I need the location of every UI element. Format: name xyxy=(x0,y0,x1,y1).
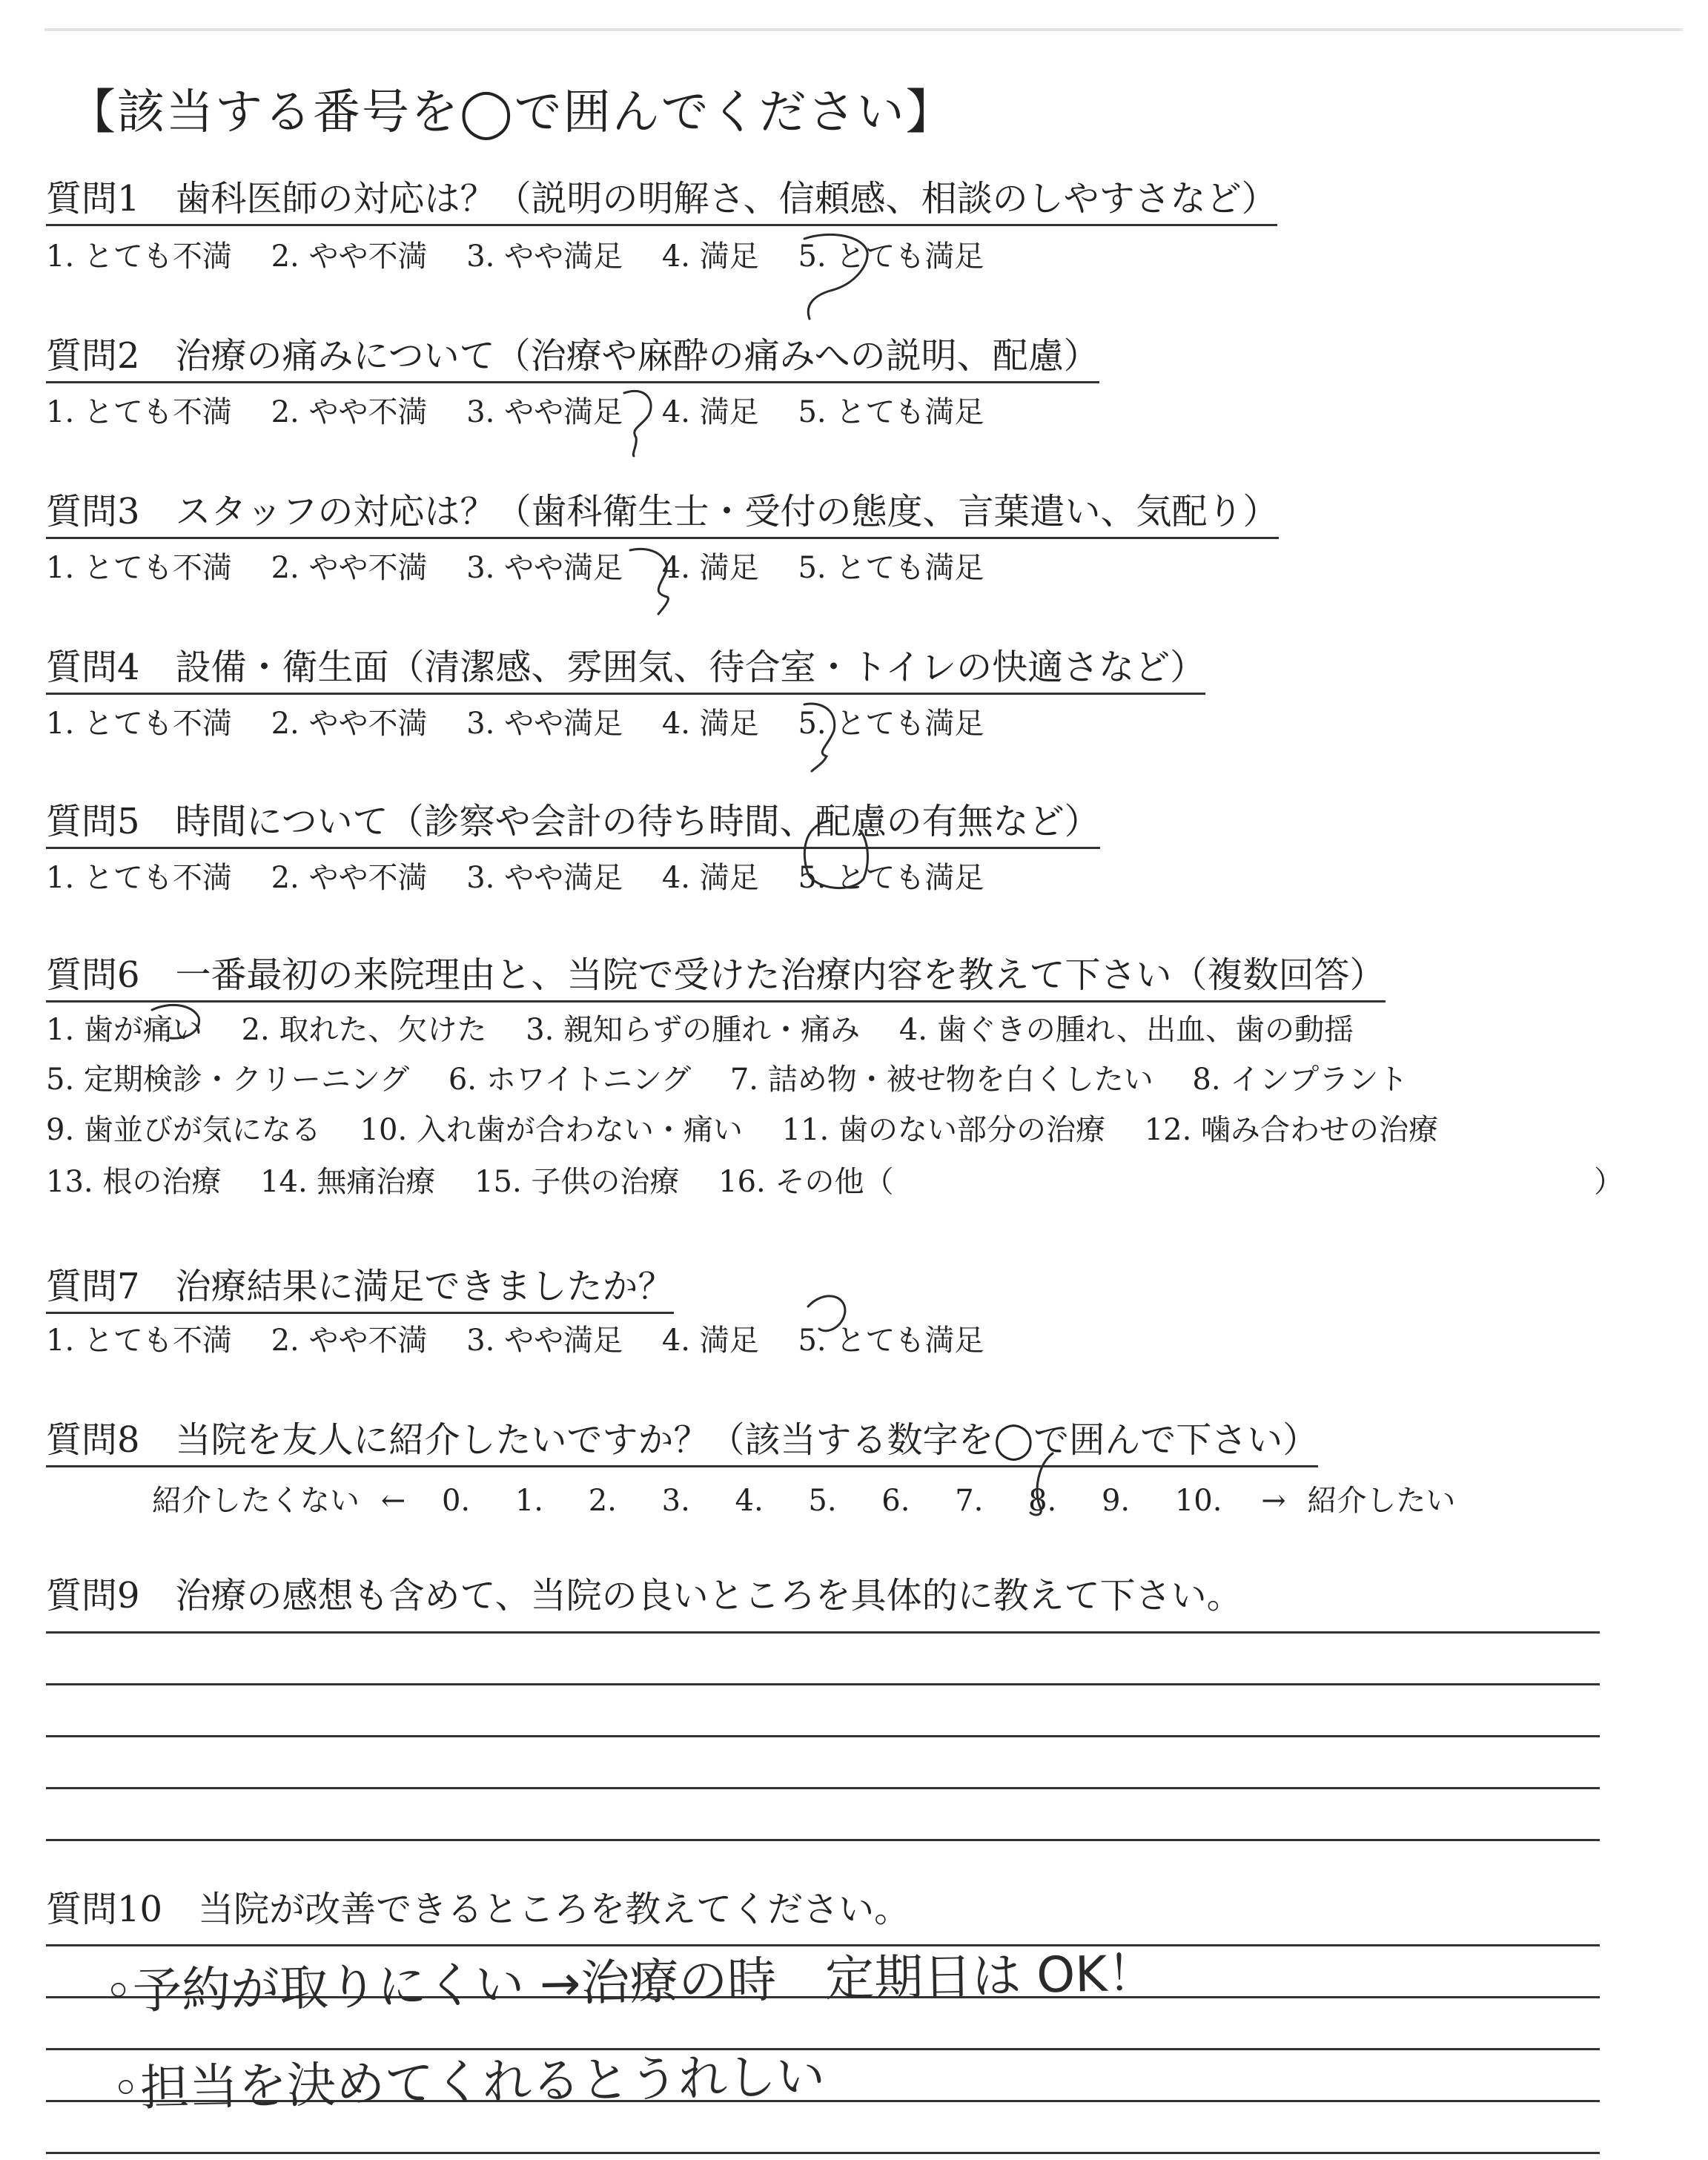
q1-option-3[interactable]: 3. やや満足 xyxy=(466,240,623,274)
q9-answer-line-5[interactable] xyxy=(46,1839,1600,1841)
q9-answer-line-4[interactable] xyxy=(46,1787,1600,1789)
question-10-title: 質問10 当院が改善できるところを教えてください。 xyxy=(46,1889,910,1930)
q2-option-4[interactable]: 4. 満足 xyxy=(661,395,759,429)
q8-score-6[interactable]: 6. xyxy=(881,1484,910,1518)
q5-option-2[interactable]: 2. やや不満 xyxy=(271,861,428,895)
question-9-title: 質問9 治療の感想も含めて、当院の良いところを具体的に教えて下さい。 xyxy=(46,1575,1242,1616)
q6-row-2 xyxy=(46,1062,1408,1097)
left-arrow-icon: ← xyxy=(380,1484,406,1518)
q3-option-3-selected[interactable]: 3. やや満足 xyxy=(466,551,623,585)
q6-option-11[interactable]: 11. 歯のない部分の治療 xyxy=(781,1113,1105,1147)
q8-score-10[interactable]: 10. xyxy=(1174,1484,1222,1518)
q2-option-1[interactable]: 1. とても不満 xyxy=(46,395,232,429)
q5-option-1[interactable]: 1. とても不満 xyxy=(46,861,232,895)
right-arrow-icon: → xyxy=(1261,1484,1286,1518)
q6-option-7[interactable]: 7. 詰め物・被せ物を白くしたい xyxy=(729,1063,1153,1097)
q1-option-4-selected[interactable]: 4. 満足 xyxy=(661,240,759,274)
instructions-header: 【該当する番号を◯で囲んでください】 xyxy=(68,85,955,140)
q2-option-2[interactable]: 2. やや不満 xyxy=(271,395,428,429)
q6-option-13[interactable]: 13. 根の治療 xyxy=(46,1165,222,1199)
q6-option-3[interactable]: 3. 親知らずの腫れ・痛み xyxy=(526,1013,861,1047)
q10-handwritten-answer-2: ◦担当を決めてくれるとうれしい xyxy=(110,2047,826,2118)
question-2-title: 質問2 治療の痛みについて（治療や麻酔の痛みへの説明、配慮） xyxy=(46,334,1099,383)
q6-other-close-paren: ） xyxy=(1594,1165,1623,1199)
q6-option-8[interactable]: 8. インプラント xyxy=(1192,1063,1409,1097)
q7-option-3[interactable]: 3. やや満足 xyxy=(466,1324,623,1358)
question-1-title: 質問1 歯科医師の対応は？（説明の明解さ、信頼感、相談のしやすさなど） xyxy=(46,176,1277,226)
q4-option-5[interactable]: 5. とても満足 xyxy=(798,707,984,741)
q7-option-2[interactable]: 2. やや不満 xyxy=(271,1324,428,1358)
q6-option-12[interactable]: 12. 噛み合わせの治療 xyxy=(1144,1113,1439,1147)
q6-option-4[interactable]: 4. 歯ぐきの腫れ、出血、歯の動揺 xyxy=(898,1013,1354,1047)
q8-score-2[interactable]: 2. xyxy=(588,1484,617,1518)
question-2-options xyxy=(46,394,984,430)
q5-option-3[interactable]: 3. やや満足 xyxy=(466,861,623,895)
q1-option-5[interactable]: 5. とても満足 xyxy=(798,240,984,274)
q7-option-4-selected[interactable]: 4. 満足 xyxy=(661,1324,759,1358)
q6-row-4 xyxy=(46,1164,893,1200)
q5-option-5[interactable]: 5. とても満足 xyxy=(798,861,984,895)
question-8-title: 質問8 当院を友人に紹介したいですか？（該当する数字を◯で囲んで下さい） xyxy=(46,1418,1318,1467)
question-6-title: 質問6 一番最初の来院理由と、当院で受けた治療内容を教えて下さい（複数回答） xyxy=(46,953,1386,1003)
q6-option-15[interactable]: 15. 子供の治療 xyxy=(474,1165,680,1199)
q4-option-4-selected[interactable]: 4. 満足 xyxy=(661,707,759,741)
question-5-options xyxy=(46,860,984,896)
q8-score-8-selected[interactable]: 8. xyxy=(1028,1484,1057,1518)
q3-option-2[interactable]: 2. やや不満 xyxy=(271,551,428,585)
q6-option-14[interactable]: 14. 無痛治療 xyxy=(260,1165,436,1199)
q5-option-4-selected[interactable]: 4. 満足 xyxy=(661,861,759,895)
q6-row-3 xyxy=(46,1112,1438,1148)
question-1-options xyxy=(46,239,984,274)
question-7-title: 質問7 治療結果に満足できましたか？ xyxy=(46,1264,674,1314)
q6-option-5[interactable]: 5. 定期検診・クリーニング xyxy=(46,1063,410,1097)
q3-option-4[interactable]: 4. 満足 xyxy=(661,551,759,585)
q8-score-3[interactable]: 3. xyxy=(661,1484,690,1518)
q6-option-9[interactable]: 9. 歯並びが気になる xyxy=(46,1113,321,1147)
q10-answer-line-5[interactable] xyxy=(46,2152,1600,2154)
q7-option-5[interactable]: 5. とても満足 xyxy=(798,1324,984,1358)
q6-row-1 xyxy=(46,1012,1354,1048)
q6-option-10[interactable]: 10. 入れ歯が合わない・痛い xyxy=(360,1113,743,1147)
q9-answer-line-1[interactable] xyxy=(46,1631,1600,1634)
q8-score-0[interactable]: 0. xyxy=(441,1484,471,1518)
q4-option-3[interactable]: 3. やや満足 xyxy=(466,707,623,741)
question-4-title: 質問4 設備・衛生面（清潔感、雰囲気、待合室・トイレの快適さなど） xyxy=(46,645,1205,695)
question-4-options xyxy=(46,706,984,742)
q3-option-1[interactable]: 1. とても不満 xyxy=(46,551,232,585)
q1-option-2[interactable]: 2. やや不満 xyxy=(271,240,428,274)
q8-score-7[interactable]: 7. xyxy=(955,1484,984,1518)
q10-handwritten-answer-1: ◦予約が取りにくい →治療の時 定期日は OK！ xyxy=(103,1944,1157,2021)
q1-option-1[interactable]: 1. とても不満 xyxy=(46,240,232,274)
question-5-title: 質問5 時間について（診察や会計の待ち時間、配慮の有無など） xyxy=(46,799,1100,849)
q6-option-2[interactable]: 2. 取れた、欠けた xyxy=(241,1013,487,1047)
q2-option-5[interactable]: 5. とても満足 xyxy=(798,395,984,429)
q8-score-4[interactable]: 4. xyxy=(735,1484,764,1518)
q8-score-1[interactable]: 1. xyxy=(514,1484,544,1518)
q8-scale xyxy=(152,1477,1455,1519)
q6-option-16[interactable]: 16. その他（ xyxy=(718,1165,894,1199)
q4-option-2[interactable]: 2. やや不満 xyxy=(271,707,428,741)
q3-option-5[interactable]: 5. とても満足 xyxy=(798,551,984,585)
q9-answer-line-2[interactable] xyxy=(46,1683,1600,1685)
q8-left-label: 紹介したくない xyxy=(152,1484,360,1518)
page-top-rule xyxy=(44,28,1683,31)
q8-score-5[interactable]: 5. xyxy=(808,1484,837,1518)
q6-option-1-selected[interactable]: 1. 歯が痛い xyxy=(46,1013,202,1047)
q8-score-9[interactable]: 9. xyxy=(1101,1484,1131,1518)
q9-answer-line-3[interactable] xyxy=(46,1735,1600,1737)
q8-right-label: 紹介したい xyxy=(1307,1484,1456,1518)
question-3-options xyxy=(46,550,984,586)
q4-option-1[interactable]: 1. とても不満 xyxy=(46,707,232,741)
q7-option-1[interactable]: 1. とても不満 xyxy=(46,1324,232,1358)
question-3-title: 質問3 スタッフの対応は？（歯科衛生士・受付の態度、言葉遣い、気配り） xyxy=(46,489,1279,539)
q2-option-3-selected[interactable]: 3. やや満足 xyxy=(466,395,623,429)
question-7-options xyxy=(46,1323,984,1358)
q6-option-6[interactable]: 6. ホワイトニング xyxy=(448,1063,692,1097)
